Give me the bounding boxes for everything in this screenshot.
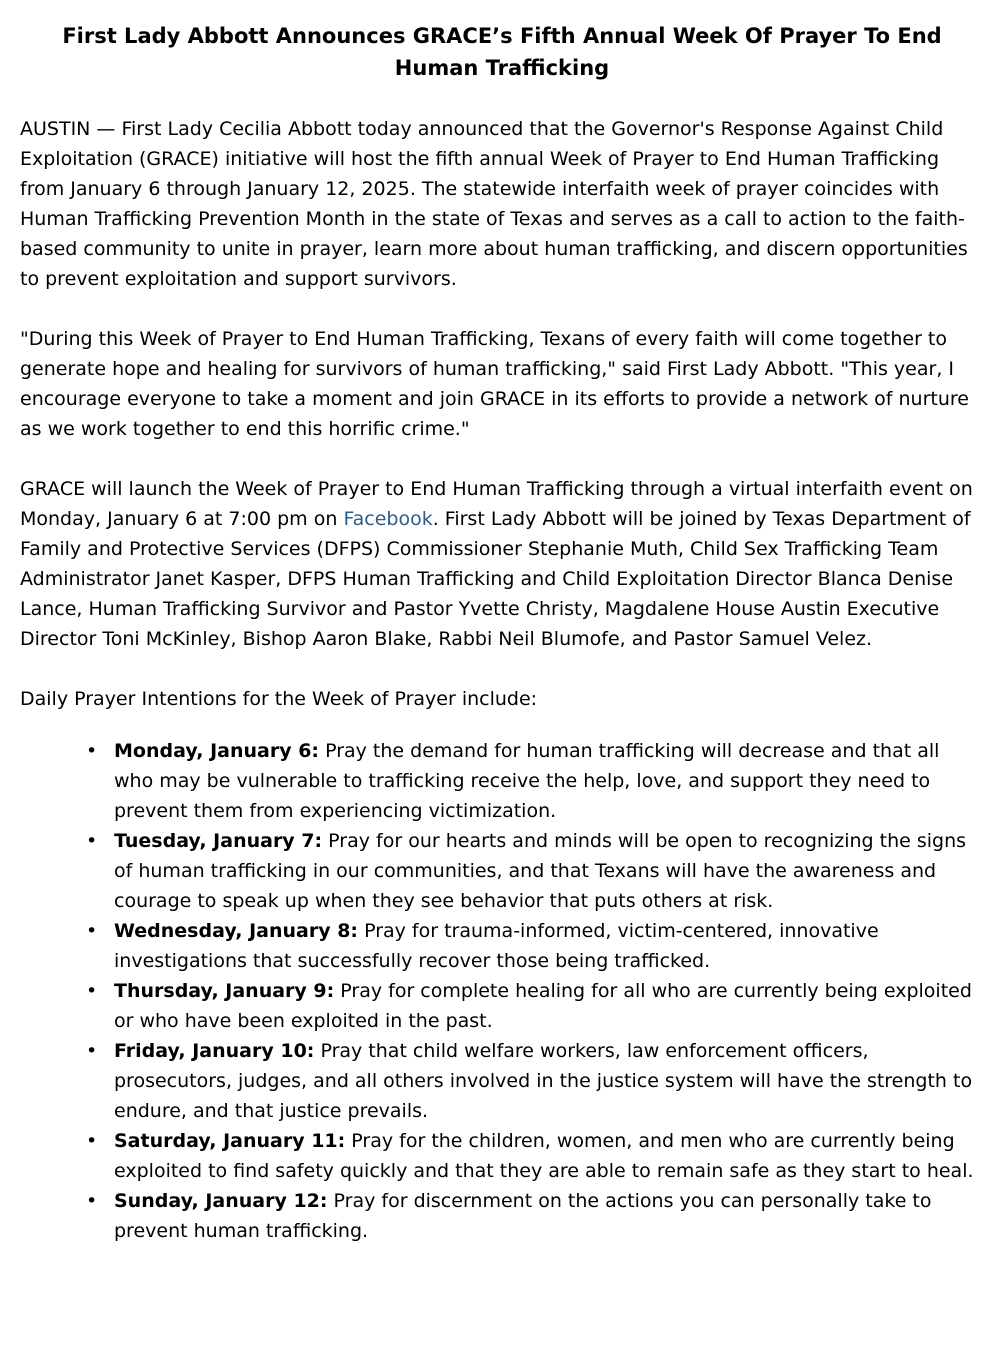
event-text-after: . First Lady Abbott will be joined by Texas Department of Family and Protective Services (DFPS) Commissioner Stephanie Muth, Child Sex Trafficking Team Administrator Janet Kasper, DFPS Human Trafficking and Child Exploitation Director Blanca Denise Lance, Human Trafficking Survivor and Pastor Yvette Christy, Magdalene House Austin Executive Director Toni McKinley, Bishop Aaron Blake, Rabbi Neil Blumofe, and Pastor Samuel Velez.: [20, 508, 971, 650]
intention-day: Thursday, January 9:: [114, 980, 335, 1002]
list-item: [114, 1186, 984, 1246]
intro-paragraph: AUSTIN — First Lady Cecilia Abbott today announced that the Governor's Response Against Child Exploitation (GRACE) initiative will host the fifth annual Week of Prayer to End Human Trafficking from January 6 through January 12, 2025. The statewide interfaith week of prayer coincides with Human Trafficking Prevention Month in the state of Texas and serves as a call to action to the faith-based community to unite in prayer, learn more about human trafficking, and discern opportunities to prevent exploitation and support survivors.: [20, 118, 968, 290]
list-item: [114, 826, 984, 916]
list-item: [114, 736, 984, 826]
event-paragraph: [20, 474, 984, 654]
facebook-link[interactable]: Facebook: [343, 508, 433, 530]
list-item: [114, 916, 984, 976]
intention-day: Tuesday, January 7:: [114, 830, 323, 852]
intentions-intro: Daily Prayer Intentions for the Week of Prayer include:: [20, 688, 538, 710]
intention-text: Pray for the children, women, and men who are currently being exploited to find safety quickly and that they are able to remain safe as they start to heal.: [114, 1130, 974, 1182]
list-item: [114, 1126, 984, 1186]
intention-text: Pray for our hearts and minds will be open to recognizing the signs of human trafficking in our communities, and that Texans will have the awareness and courage to speak up when they see behavior that puts others at risk.: [114, 830, 967, 912]
intention-text: Pray for complete healing for all who are currently being exploited or who have been exploited in the past.: [114, 980, 972, 1032]
intention-day: Friday, January 10:: [114, 1040, 315, 1062]
intention-day: Wednesday, January 8:: [114, 920, 359, 942]
intentions-list: [20, 736, 984, 1246]
event-text-before: GRACE will launch the Week of Prayer to End Human Trafficking through a virtual interfaith event on Monday, January 6 at 7:00 pm on: [20, 478, 973, 530]
page-title: First Lady Abbott Announces GRACE’s Fifth Annual Week Of Prayer To End Human Trafficking: [62, 24, 942, 80]
intention-day: Monday, January 6:: [114, 740, 320, 762]
intention-text: Pray the demand for human trafficking will decrease and that all who may be vulnerable to trafficking receive the help, love, and support they need to prevent them from experiencing victimization.: [114, 740, 940, 822]
intention-day: Saturday, January 11:: [114, 1130, 346, 1152]
list-item: [114, 976, 984, 1036]
list-item: [114, 1036, 984, 1126]
intention-day: Sunday, January 12:: [114, 1190, 328, 1212]
intention-text: Pray that child welfare workers, law enforcement officers, prosecutors, judges, and all others involved in the justice system will have the strength to endure, and that justice prevails.: [114, 1040, 973, 1122]
intention-text: Pray for trauma-informed, victim-centered, innovative investigations that successfully recover those being trafficked.: [114, 920, 879, 972]
quote-paragraph: "During this Week of Prayer to End Human Trafficking, Texans of every faith will come together to generate hope and healing for survivors of human trafficking," said First Lady Abbott. "This year, I encourage everyone to take a moment and join GRACE in its efforts to provide a network of nurture as we work together to end this horrific crime.": [20, 328, 969, 440]
intention-text: Pray for discernment on the actions you can personally take to prevent human trafficking.: [114, 1190, 932, 1242]
